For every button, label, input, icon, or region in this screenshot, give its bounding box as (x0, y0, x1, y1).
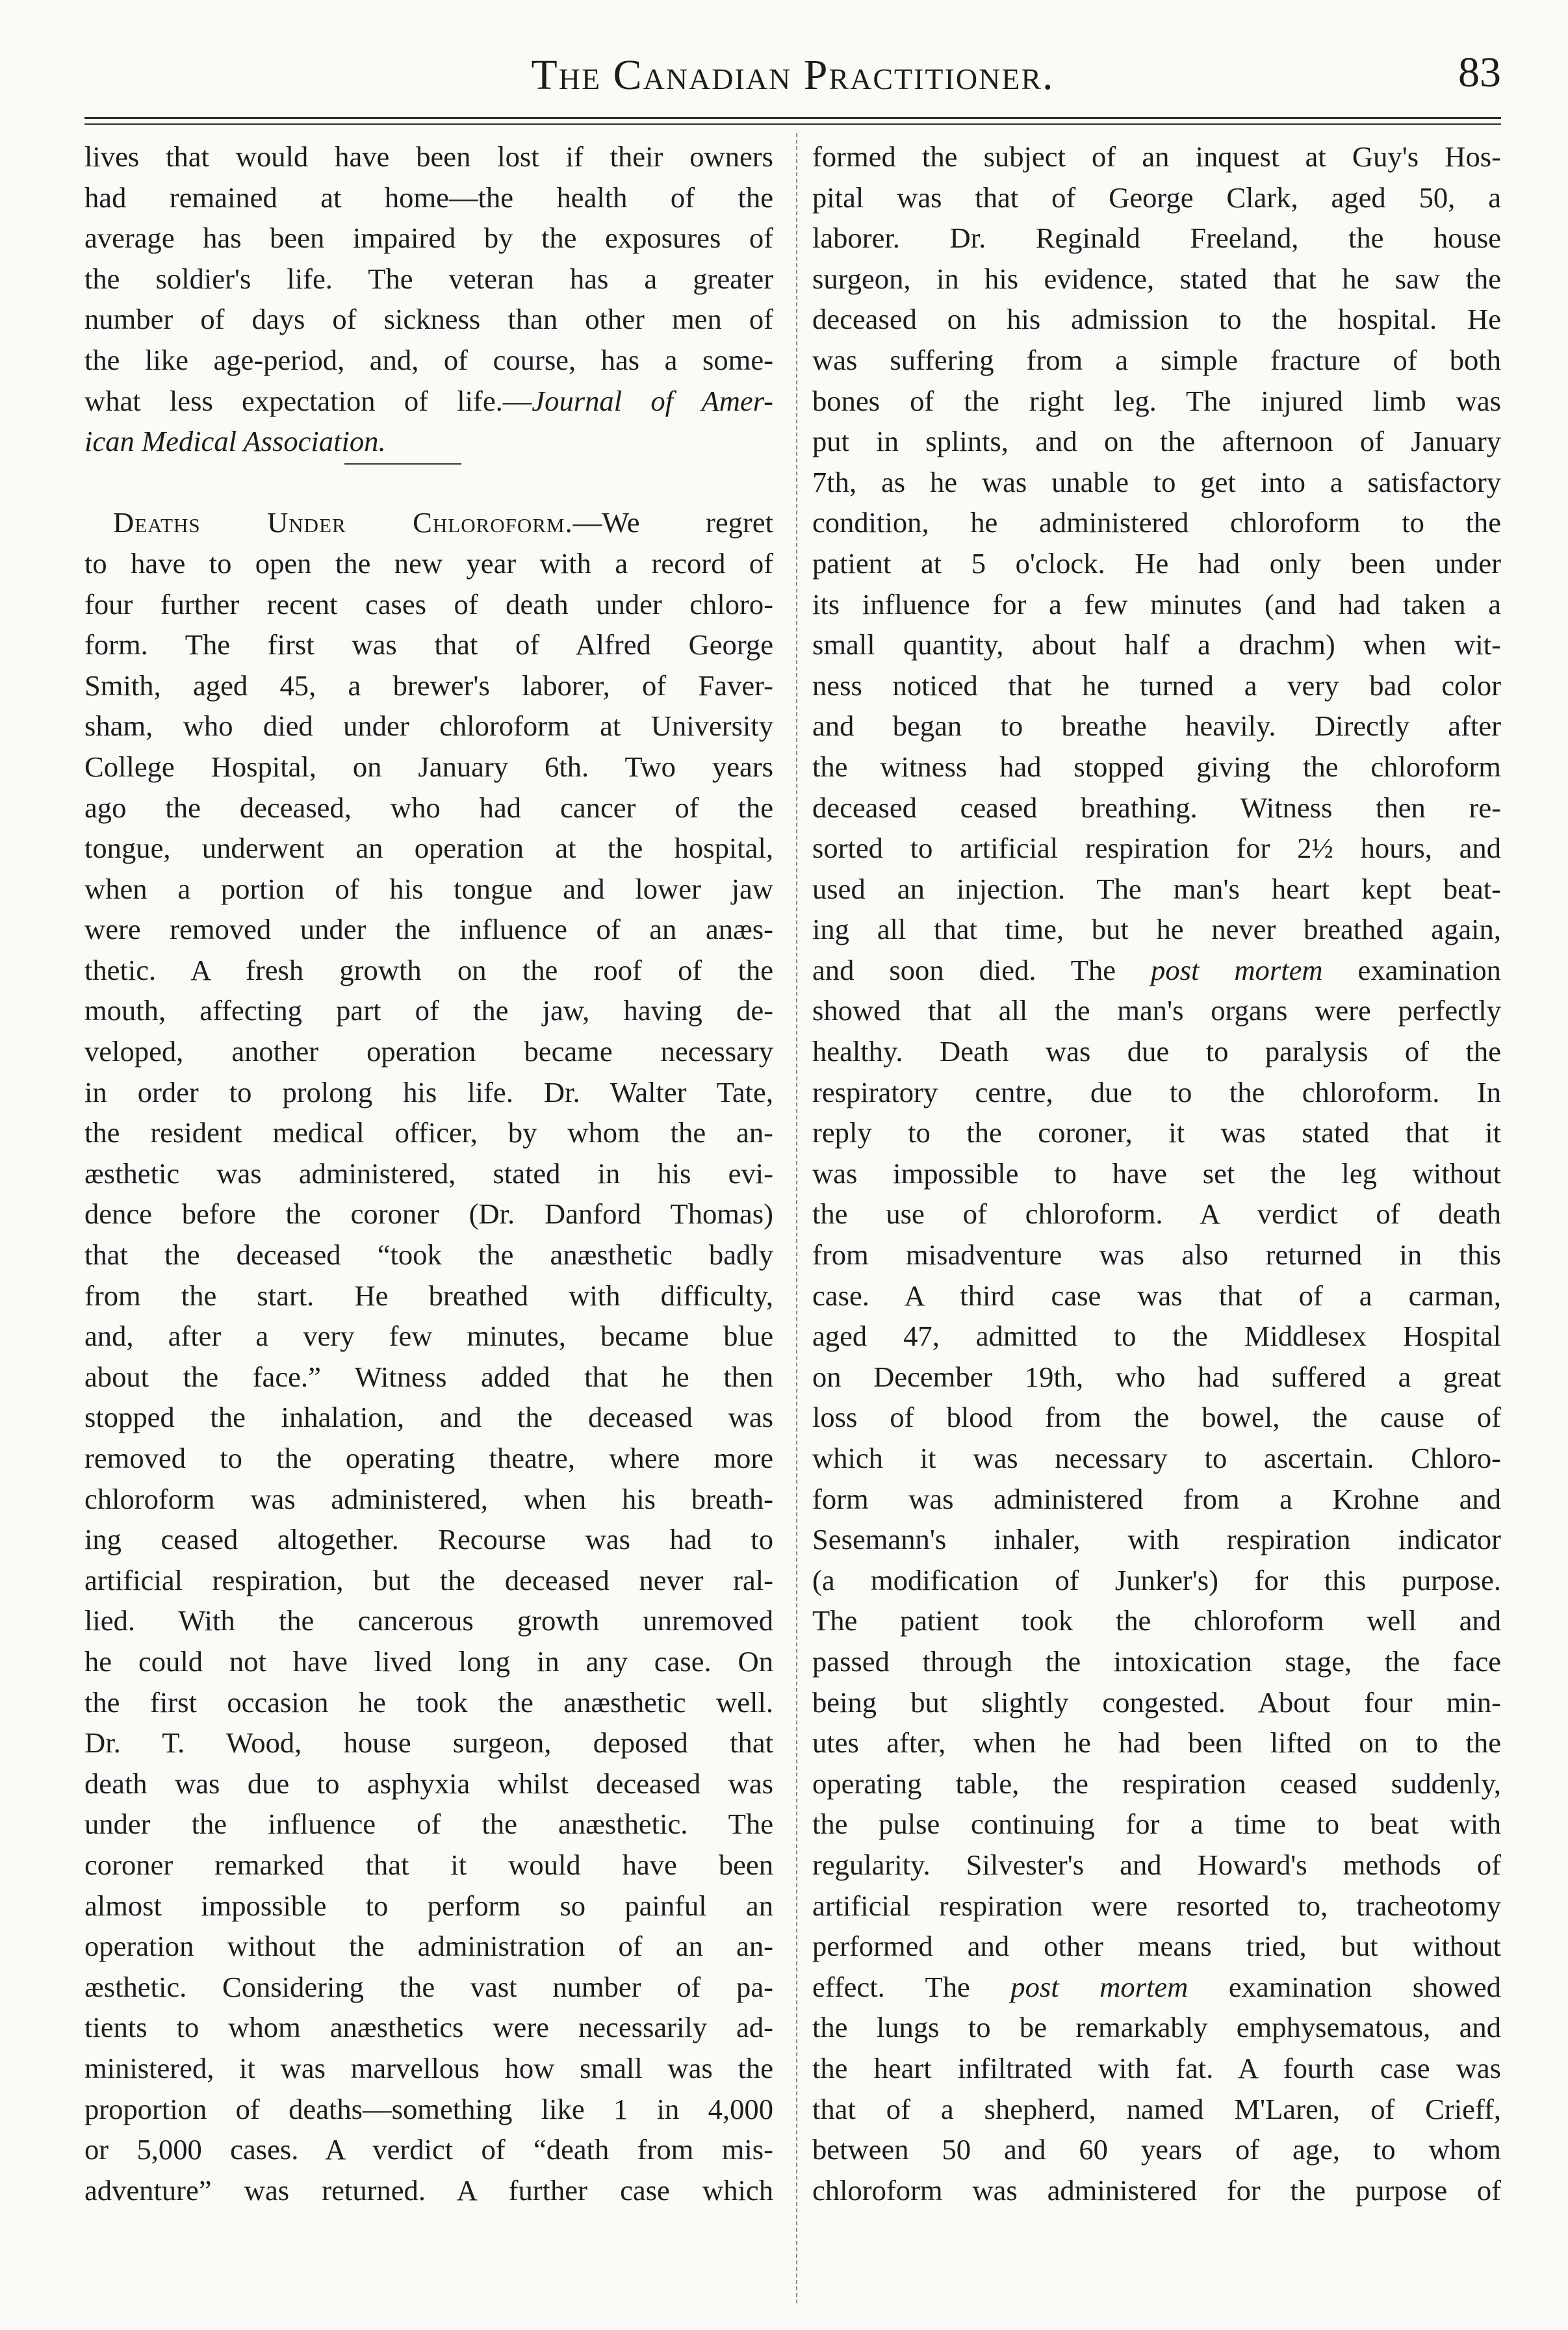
text-run: and soon died. The (812, 953, 1151, 986)
text-line (84, 1275, 773, 1316)
text-run: surgeon, in his evidence, stated that he saw the (812, 262, 1501, 295)
text-line (84, 706, 773, 747)
text-run: ing ceased altogether. Recourse was had to (84, 1523, 773, 1556)
text-line (812, 299, 1501, 340)
text-run: that of a shepherd, named M'Laren, of Crieff, (812, 2092, 1501, 2125)
text-line (84, 1153, 773, 1194)
text-run: deceased ceased breathing. Witness then re- (812, 791, 1501, 824)
text-line (812, 2170, 1501, 2211)
text-run: thetic. A fresh growth on the roof of the (84, 953, 773, 986)
text-run: passed through the intoxication stage, the face (812, 1645, 1501, 1678)
text-line (812, 543, 1501, 584)
text-line (84, 1967, 773, 2008)
text-line (812, 2089, 1501, 2130)
text-line (84, 1194, 773, 1235)
text-run: stopped the inhalation, and the deceased was (84, 1401, 773, 1434)
text-line (84, 1641, 773, 1682)
text-run: bones of the right leg. The injured limb was (812, 384, 1501, 417)
text-line (84, 665, 773, 706)
text-line (84, 1438, 773, 1479)
text-run: effect. The (812, 1970, 1011, 2003)
text-line (84, 624, 773, 665)
text-run: the use of chloroform. A verdict of death (812, 1197, 1501, 1231)
text-run: was suffering from a simple fracture of both (812, 343, 1501, 376)
text-run: healthy. Death was due to paralysis of the (812, 1035, 1501, 1068)
text-run: when a portion of his tongue and lower jaw (84, 872, 773, 905)
text-run: form. The first was that of Alfred George (84, 628, 773, 661)
text-run: sorted to artificial respiration for 2½ hours, and (812, 832, 1501, 865)
text-run: artificial respiration were resorted to, tracheotomy (812, 1889, 1501, 1922)
text-run: the resident medical officer, by whom the an- (84, 1116, 773, 1149)
text-run: 7th, as he was unable to get into a satisfactory (812, 465, 1501, 498)
text-line (84, 950, 773, 991)
text-line (812, 624, 1501, 665)
text-line (812, 1397, 1501, 1438)
text-run: that the deceased “took the anæsthetic badly (84, 1238, 773, 1272)
text-line (84, 381, 773, 422)
text-run: four further recent cases of death under chloro- (84, 587, 773, 621)
text-run: condition, he administered chloroform to the (812, 506, 1501, 539)
text-line (84, 869, 773, 910)
text-line (84, 1682, 773, 1723)
text-run: (a modification of Junker's) for this purpose. (812, 1563, 1501, 1596)
text-run: aged 47, admitted to the Middlesex Hospital (812, 1320, 1501, 1353)
text-line (84, 136, 773, 177)
text-run: performed and other means tried, but without (812, 1930, 1501, 1963)
italic-text: post mortem (1010, 1970, 1189, 2003)
text-line (84, 1926, 773, 1967)
text-run: the heart infiltrated with fat. A fourth case was (812, 2051, 1501, 2084)
text-line (812, 584, 1501, 625)
text-run: æsthetic was administered, stated in his evi- (84, 1157, 773, 1190)
text-run: what less expectation of life.— (84, 384, 532, 417)
text-run: laborer. Dr. Reginald Freeland, the house (812, 222, 1501, 255)
text-run: sham, who died under chloroform at University (84, 710, 773, 743)
text-run: between 50 and 60 years of age, to whom (812, 2133, 1501, 2166)
page-header (84, 39, 1501, 117)
text-line (812, 1479, 1501, 1520)
text-line (812, 1763, 1501, 1804)
text-run: lied. With the cancerous growth unremoved (84, 1604, 773, 1637)
text-run: lives that would have been lost if their owners (84, 140, 773, 173)
text-run: Dr. T. Wood, house surgeon, deposed that (84, 1726, 773, 1760)
text-run: ministered, it was marvellous how small was the (84, 2051, 773, 2084)
text-run: veloped, another operation became necessary (84, 1035, 773, 1068)
text-run: coroner remarked that it would have been (84, 1848, 773, 1881)
text-run: had remained at home—the health of the (84, 181, 773, 214)
text-line (812, 950, 1501, 991)
text-line (84, 1357, 773, 1398)
text-line (812, 136, 1501, 177)
text-line (84, 787, 773, 828)
text-run: The patient took the chloroform well and (812, 1604, 1501, 1637)
text-run: respiratory centre, due to the chloroform. In (812, 1075, 1501, 1108)
text-line (812, 1194, 1501, 1235)
text-run: proportion of deaths—something like 1 in 4,000 (84, 2092, 773, 2125)
section-separator (84, 462, 773, 503)
text-run: utes after, when he had been lifted on to the (812, 1726, 1501, 1760)
text-run: showed that all the man's organs were perfectly (812, 994, 1501, 1027)
text-run: to have to open the new year with a record of (84, 546, 773, 580)
text-line (812, 1357, 1501, 1398)
text-line (84, 1804, 773, 1845)
text-line (812, 1560, 1501, 1601)
text-line (84, 502, 773, 543)
text-run: case. A third case was that of a carman, (812, 1279, 1501, 1312)
text-line (84, 421, 773, 462)
text-line (84, 1519, 773, 1560)
text-line (84, 299, 773, 340)
text-line (812, 706, 1501, 747)
text-line (84, 218, 773, 259)
text-run: the first occasion he took the anæsthetic well. (84, 1685, 773, 1719)
text-line (812, 1600, 1501, 1641)
text-line (84, 1112, 773, 1153)
text-line (84, 1886, 773, 1927)
text-run: examination showed (1188, 1970, 1501, 2003)
text-line (84, 2129, 773, 2170)
text-run: and began to breathe heavily. Directly after (812, 710, 1501, 743)
text-line (812, 665, 1501, 706)
text-line (812, 177, 1501, 218)
text-line (84, 259, 773, 300)
text-line (812, 340, 1501, 381)
text-run: the soldier's life. The veteran has a greater (84, 262, 773, 295)
text-line (84, 2007, 773, 2048)
text-run: or 5,000 cases. A verdict of “death from mis- (84, 2133, 773, 2166)
text-line (812, 1641, 1501, 1682)
text-run: patient at 5 o'clock. He had only been under (812, 546, 1501, 580)
text-run: operation without the administration of an an- (84, 1930, 773, 1963)
text-run: mouth, affecting part of the jaw, having de- (84, 994, 773, 1027)
header-rule-secondary (84, 123, 1501, 125)
text-run: dence before the coroner (Dr. Danford Thomas) (84, 1197, 773, 1231)
text-line (812, 2007, 1501, 2048)
text-run: used an injection. The man's heart kept beat- (812, 872, 1501, 905)
text-line (84, 177, 773, 218)
text-run: in order to prolong his life. Dr. Walter Tate, (84, 1075, 773, 1108)
running-head: The Canadian Practitioner. (531, 51, 1055, 99)
text-line (812, 787, 1501, 828)
text-run: tients to whom anæsthetics were necessarily ad- (84, 2011, 773, 2044)
header-rule (84, 117, 1501, 119)
text-run: loss of blood from the bowel, the cause of (812, 1401, 1501, 1434)
text-run: adventure” was returned. A further case which (84, 2173, 773, 2207)
text-run: under the influence of the anæsthetic. The (84, 1808, 773, 1841)
text-run: the like age-period, and, of course, has a some- (84, 343, 773, 376)
text-run: pital was that of George Clark, aged 50, a (812, 181, 1501, 214)
text-run: regularity. Silvester's and Howard's methods of (812, 1848, 1501, 1881)
text-line (84, 990, 773, 1031)
text-run: the pulse continuing for a time to beat with (812, 1808, 1501, 1841)
italic-text: Journal of Amer- (532, 384, 774, 417)
text-line (84, 1600, 773, 1641)
text-line (812, 1886, 1501, 1927)
text-line (812, 1153, 1501, 1194)
text-run: average has been impaired by the exposures of (84, 222, 773, 255)
text-run: almost impossible to perform so painful an (84, 1889, 773, 1922)
text-line (812, 747, 1501, 787)
text-run: ago the deceased, who had cancer of the (84, 791, 773, 824)
text-line (812, 1235, 1501, 1275)
text-line (812, 421, 1501, 462)
text-line (812, 869, 1501, 910)
text-line (812, 1682, 1501, 1723)
separator-rule (344, 463, 461, 465)
text-run: chloroform was administered, when his breath- (84, 1482, 773, 1515)
text-line (812, 2048, 1501, 2089)
text-line (84, 1479, 773, 1520)
text-line (812, 1112, 1501, 1153)
text-run: on December 19th, who had suffered a great (812, 1360, 1501, 1393)
text-line (84, 747, 773, 787)
text-line (84, 1235, 773, 1275)
text-run: and, after a very few minutes, became blue (84, 1320, 773, 1353)
text-line (812, 1804, 1501, 1845)
text-run: being but slightly congested. About four min- (812, 1685, 1501, 1719)
text-line (84, 1763, 773, 1804)
text-run: artificial respiration, but the deceased never ral- (84, 1563, 773, 1596)
text-run: ness noticed that he turned a very bad color (812, 669, 1501, 702)
right-column (812, 136, 1501, 2210)
text-line (84, 1560, 773, 1601)
text-line (84, 340, 773, 381)
text-run: formed the subject of an inquest at Guy's Hos- (812, 140, 1501, 173)
text-line (84, 584, 773, 625)
text-run: Sesemann's inhaler, with respiration indicator (812, 1523, 1501, 1556)
text-run: from misadventure was also returned in this (812, 1238, 1501, 1272)
left-column (84, 136, 773, 2210)
text-line (812, 1967, 1501, 2008)
text-line (812, 502, 1501, 543)
text-run: about the face.” Witness added that he then (84, 1360, 773, 1393)
text-line (812, 1519, 1501, 1560)
text-run: College Hospital, on January 6th. Two years (84, 750, 773, 783)
text-line (812, 1438, 1501, 1479)
text-run: chloroform was administered for the purpose of (812, 2173, 1501, 2207)
text-run: which it was necessary to ascertain. Chloro- (812, 1442, 1501, 1474)
text-line (812, 1926, 1501, 1967)
text-line (84, 1845, 773, 1886)
text-run: its influence for a few minutes (and had taken a (812, 587, 1501, 621)
text-run: death was due to asphyxia whilst deceased was (84, 1767, 773, 1800)
text-line (812, 2129, 1501, 2170)
text-line (84, 1722, 773, 1763)
text-line (812, 259, 1501, 300)
text-line (84, 2048, 773, 2089)
text-line (812, 1316, 1501, 1357)
text-run: small quantity, about half a drachm) when wit- (812, 628, 1501, 661)
text-run: form was administered from a Krohne and (812, 1482, 1501, 1515)
text-line (84, 1316, 773, 1357)
text-line (812, 1275, 1501, 1316)
text-line (812, 828, 1501, 869)
text-line (812, 1845, 1501, 1886)
text-line (84, 909, 773, 950)
text-run: examination (1322, 953, 1501, 986)
text-line (84, 1031, 773, 1072)
section-heading: Deaths Under Chloroform. (113, 506, 573, 539)
text-line (812, 218, 1501, 259)
text-run: æsthetic. Considering the vast number of pa- (84, 1970, 773, 2003)
text-line (84, 2170, 773, 2211)
text-run: number of days of sickness than other men of (84, 303, 773, 336)
text-run: the witness had stopped giving the chloroform (812, 750, 1501, 783)
text-line (84, 1072, 773, 1113)
text-run: was impossible to have set the leg without (812, 1157, 1501, 1190)
text-line (812, 1722, 1501, 1763)
text-run: tongue, underwent an operation at the hospital, (84, 832, 773, 865)
text-run: from the start. He breathed with difficulty, (84, 1279, 773, 1312)
text-line (84, 1397, 773, 1438)
page-number: 83 (1458, 49, 1501, 96)
text-line (812, 990, 1501, 1031)
text-run: put in splints, and on the afternoon of January (812, 425, 1501, 458)
text-run: operating table, the respiration ceased suddenly, (812, 1767, 1501, 1800)
text-line (812, 1031, 1501, 1072)
text-line (812, 1072, 1501, 1113)
text-run: removed to the operating theatre, where more (84, 1442, 773, 1474)
text-line (812, 909, 1501, 950)
italic-text: post mortem (1151, 953, 1323, 986)
text-run: he could not have lived long in any case. On (84, 1645, 773, 1678)
text-line (812, 462, 1501, 503)
text-line (84, 543, 773, 584)
text-run: Smith, aged 45, a brewer's laborer, of Faver- (84, 669, 773, 702)
text-run: were removed under the influence of an anæs- (84, 913, 773, 946)
column-divider (796, 133, 797, 2303)
text-line (812, 381, 1501, 422)
text-line (84, 828, 773, 869)
text-run: deceased on his admission to the hospital. He (812, 303, 1501, 336)
text-run: reply to the coroner, it was stated that it (812, 1116, 1501, 1149)
text-run: ing all that time, but he never breathed again, (812, 913, 1501, 946)
text-run: the lungs to be remarkably emphysematous, and (812, 2011, 1501, 2044)
italic-text: ican Medical Association. (84, 425, 386, 458)
text-run: —We regret (572, 506, 773, 539)
text-line (84, 2089, 773, 2130)
